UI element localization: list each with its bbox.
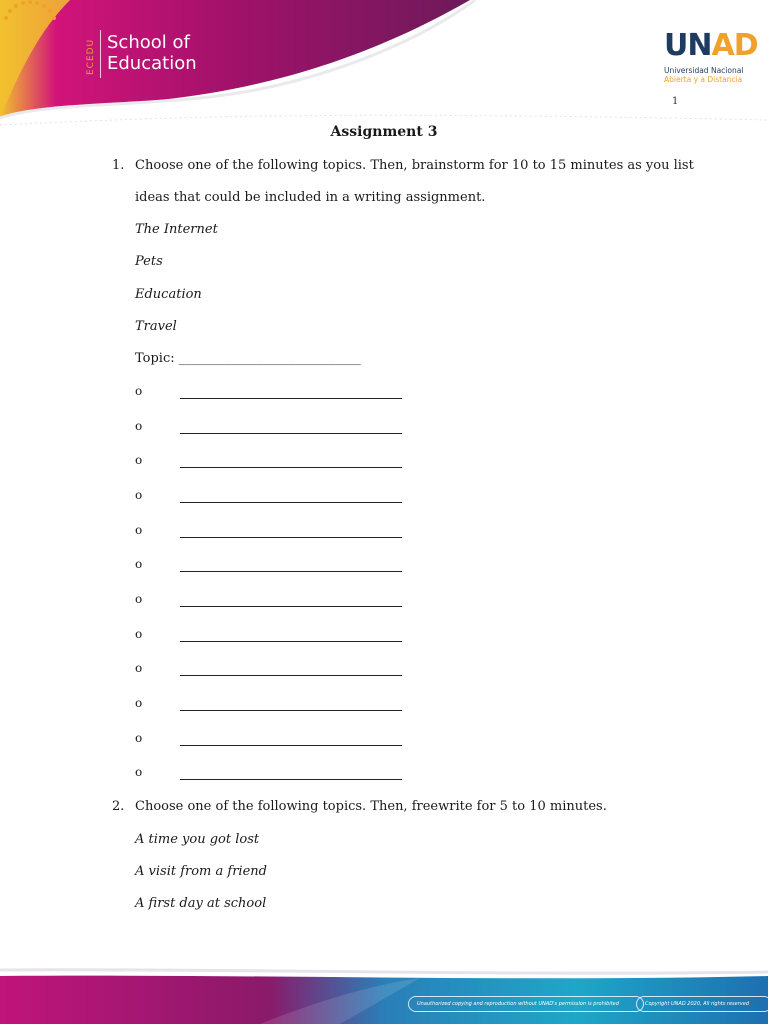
- list-bullet: o: [135, 661, 143, 675]
- list-bullet: o: [135, 523, 143, 537]
- page-header: [0, 0, 768, 140]
- idea-blank-line[interactable]: [180, 397, 402, 399]
- idea-blank-line[interactable]: [180, 709, 402, 711]
- question-2-number: 2.: [112, 799, 125, 814]
- idea-blank-line[interactable]: [180, 640, 402, 642]
- logo-university-subtitle: Abierta y a Distancia: [664, 75, 743, 84]
- topic-fill-in-line[interactable]: Topic: ____________________________: [135, 351, 361, 366]
- footer-copying-notice: Unauthorized copying and reproduction without UNAD's permission is prohibited: [408, 996, 644, 1012]
- freewrite-topic-option: A first day at school: [135, 896, 267, 911]
- idea-blank-line[interactable]: [180, 605, 402, 607]
- ecedu-label: ECEDU: [86, 38, 96, 76]
- school-name-line2: Education: [107, 53, 197, 74]
- question-1-number: 1.: [112, 158, 125, 173]
- question-1-text-line2: ideas that could be included in a writing assignment.: [135, 190, 486, 205]
- page-number: 1: [672, 96, 679, 107]
- footer-copyright: Copyright UNAD 2020, All rights reserved: [636, 996, 768, 1012]
- question-2-text: Choose one of the following topics. Then, freewrite for 5 to 10 minutes.: [135, 799, 607, 814]
- assignment-title: Assignment 3: [330, 124, 438, 140]
- topic-option: The Internet: [135, 222, 218, 237]
- logo-letter-u: U: [664, 28, 688, 63]
- list-bullet: o: [135, 696, 143, 710]
- list-bullet: o: [135, 488, 143, 502]
- list-bullet: o: [135, 384, 143, 398]
- list-bullet: o: [135, 453, 143, 467]
- idea-blank-line[interactable]: [180, 432, 402, 434]
- idea-blank-line[interactable]: [180, 570, 402, 572]
- page-footer: [0, 966, 768, 1024]
- idea-blank-line[interactable]: [180, 466, 402, 468]
- logo-university-name: Universidad Nacional: [664, 66, 744, 75]
- list-bullet: o: [135, 419, 143, 433]
- idea-blank-line[interactable]: [180, 778, 402, 780]
- list-bullet: o: [135, 557, 143, 571]
- logo-letter-n: N: [687, 28, 712, 63]
- topic-option: Education: [135, 287, 202, 302]
- school-name-line1: School of: [107, 32, 190, 53]
- idea-blank-line[interactable]: [180, 744, 402, 746]
- list-bullet: o: [135, 592, 143, 606]
- list-bullet: o: [135, 765, 143, 779]
- list-bullet: o: [135, 731, 143, 745]
- footer-swoosh-graphic: [0, 966, 768, 1024]
- idea-blank-line[interactable]: [180, 501, 402, 503]
- question-1-text-line1: Choose one of the following topics. Then, brainstorm for 10 to 15 minutes as you list: [135, 158, 694, 173]
- freewrite-topic-option: A time you got lost: [135, 832, 260, 847]
- idea-blank-line[interactable]: [180, 536, 402, 538]
- school-divider: [100, 30, 101, 78]
- unad-logo-dots-icon: [0, 0, 80, 30]
- logo-letters-ad: AD: [711, 28, 758, 63]
- list-bullet: o: [135, 627, 143, 641]
- unad-logo: [664, 28, 758, 63]
- topic-option: Travel: [135, 319, 177, 334]
- topic-option: Pets: [135, 254, 163, 269]
- idea-blank-line[interactable]: [180, 674, 402, 676]
- freewrite-topic-option: A visit from a friend: [135, 864, 267, 879]
